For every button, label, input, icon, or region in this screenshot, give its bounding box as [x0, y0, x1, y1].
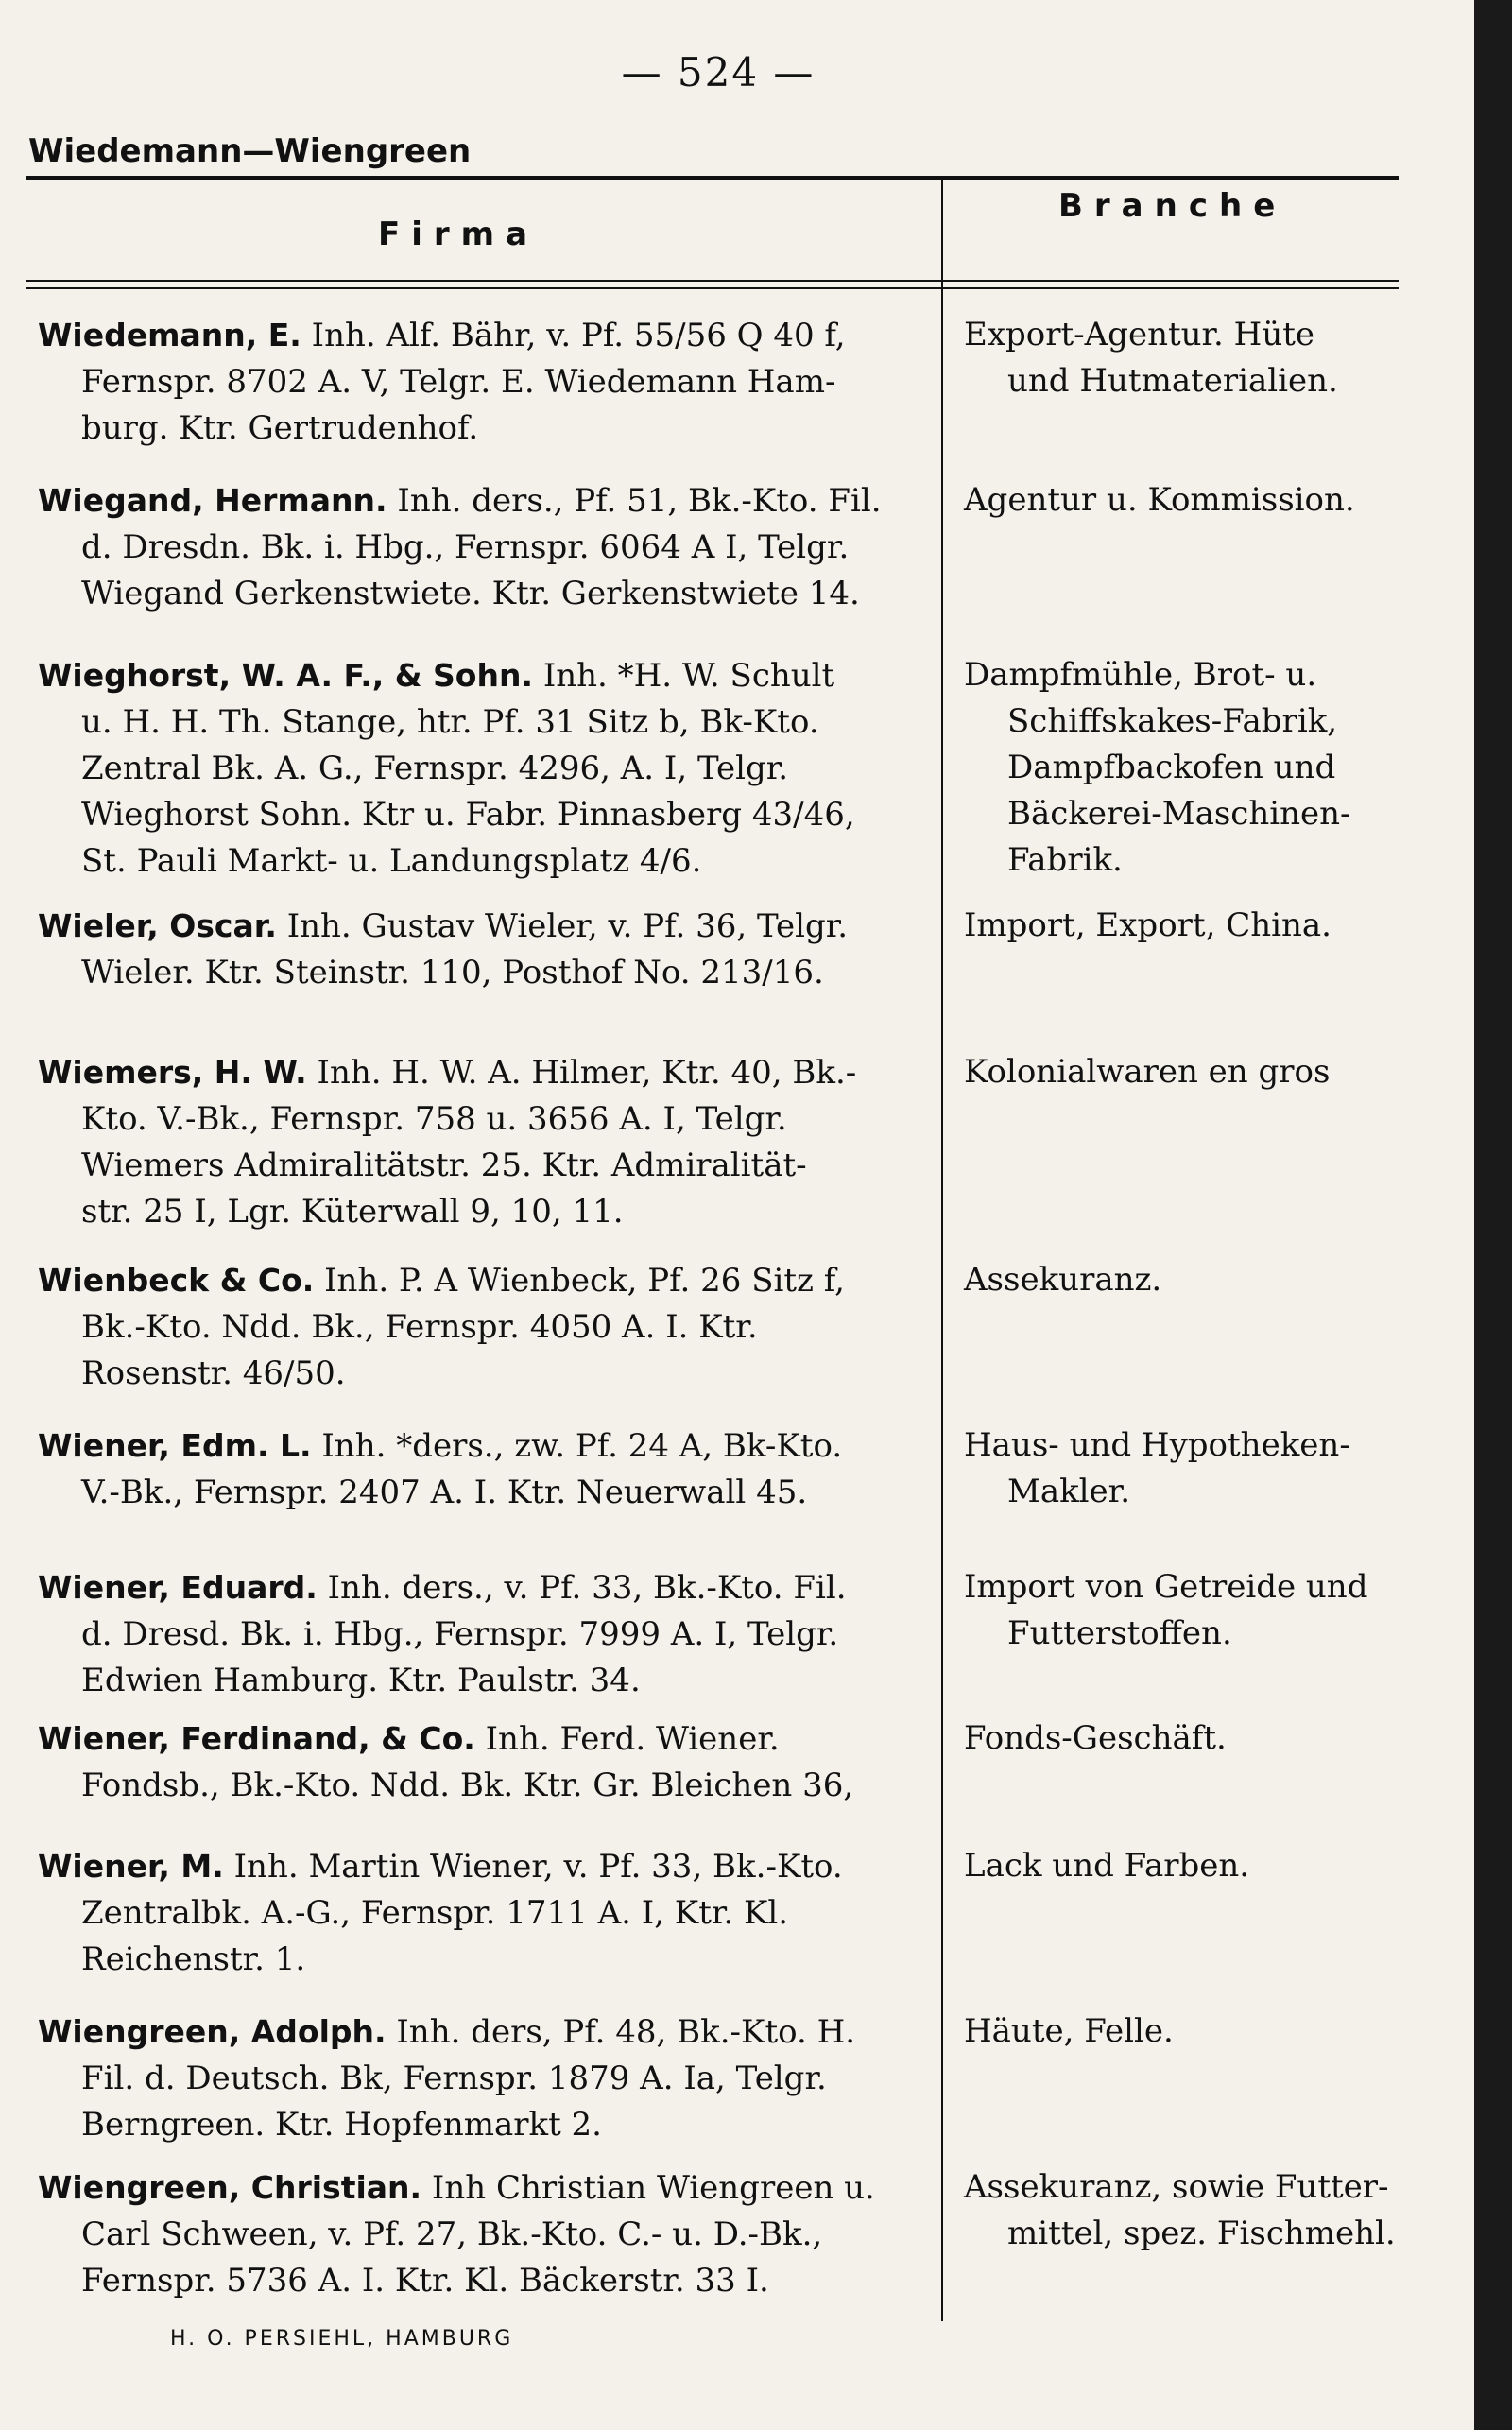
firm-first-line — [38, 2008, 945, 2056]
firm-detail-text: Zentralbk. A.-G., Fernspr. 1711 A. I, Ktr. Kl. — [81, 1894, 789, 1932]
firm-entry — [38, 652, 945, 885]
branch-line: Fonds-Geschäft. — [964, 1719, 1227, 1757]
branch-entry — [964, 2008, 1455, 2055]
firm-detail-text: Wiemers Admiralitätstr. 25. Ktr. Admiralität- — [81, 1146, 807, 1184]
branch-line: Schiffskakes-Fabrik, — [1007, 702, 1338, 740]
branch-line: Agentur u. Kommission. — [964, 481, 1355, 519]
firm-detail-text: Inh. Gustav Wieler, v. Pf. 36, Telgr. — [286, 907, 849, 945]
firm-detail-text: Inh. Martin Wiener, v. Pf. 33, Bk.-Kto. — [233, 1848, 843, 1886]
running-head: Wiedemann—Wiengreen — [28, 132, 472, 170]
firm-detail-text: str. 25 I, Lgr. Küterwall 9, 10, 11. — [81, 1193, 624, 1231]
firm-entry — [38, 1257, 945, 1397]
firm-entry — [38, 2164, 945, 2304]
firm-detail-text: Wiegand Gerkenstwiete. Ktr. Gerkenstwiete 14. — [81, 575, 860, 612]
firm-continuation-line — [38, 571, 945, 617]
firm-name: Wieler, Oscar. — [38, 907, 277, 944]
firm-first-line — [38, 903, 945, 950]
firm-detail-text: d. Dresdn. Bk. i. Hbg., Fernspr. 6064 A I, Telgr. — [81, 528, 850, 566]
firm-first-line — [38, 1257, 945, 1304]
firm-detail-text: d. Dresd. Bk. i. Hbg., Fernspr. 7999 A. I, Telgr. — [81, 1615, 839, 1653]
branch-line: Dampfmühle, Brot- u. — [964, 656, 1317, 694]
page-number: — 524 — — [621, 49, 816, 95]
firm-entry — [38, 1422, 945, 1516]
firm-continuation-line — [38, 1143, 945, 1189]
firm-detail-text: Wieghorst Sohn. Ktr u. Fabr. Pinnasberg 43/46, — [81, 796, 855, 834]
firm-continuation-line — [38, 792, 945, 838]
branch-line: Haus- und Hypotheken- — [964, 1426, 1350, 1464]
branch-line: Fabrik. — [1007, 841, 1123, 879]
firm-name: Wiener, Ferdinand, & Co. — [38, 1720, 475, 1757]
firm-name: Wienbeck & Co. — [38, 1262, 315, 1299]
firm-detail-text: Inh. Ferd. Wiener. — [485, 1720, 780, 1758]
branch-line: Assekuranz, sowie Futter- — [964, 2168, 1389, 2206]
branch-entry — [964, 312, 1455, 405]
branch-entry — [964, 652, 1455, 884]
firm-detail-text: Zentral Bk. A. G., Fernspr. 4296, A. I, Telgr. — [81, 750, 789, 787]
firm-continuation-line — [38, 2212, 945, 2258]
firm-entry — [38, 1049, 945, 1235]
column-header-branche: Branche — [1058, 187, 1287, 225]
firm-name: Wiengreen, Christian. — [38, 2169, 422, 2206]
branch-line: Lack und Farben. — [964, 1847, 1250, 1885]
branch-line: Makler. — [1007, 1473, 1131, 1510]
firm-name: Wiener, Edm. L. — [38, 1427, 312, 1464]
branch-entry — [964, 2164, 1455, 2257]
firm-name: Wiemers, H. W. — [38, 1054, 307, 1091]
firm-detail-text: Inh. ders, Pf. 48, Bk.-Kto. H. — [396, 2013, 856, 2051]
firm-name: Wiegand, Hermann. — [38, 482, 387, 519]
firm-detail-text: V.-Bk., Fernspr. 2407 A. I. Ktr. Neuerwall 45. — [81, 1474, 808, 1511]
firm-continuation-line — [38, 1937, 945, 1983]
firm-entry — [38, 1564, 945, 1704]
firm-detail-text: Bk.-Kto. Ndd. Bk., Fernspr. 4050 A. I. Ktr. — [81, 1308, 758, 1346]
firm-entry — [38, 1843, 945, 1983]
firm-detail-text: Inh. ders., v. Pf. 33, Bk.-Kto. Fil. — [327, 1569, 847, 1607]
firm-first-line — [38, 2164, 945, 2212]
header-rule-2 — [26, 287, 1399, 289]
firm-first-line — [38, 1564, 945, 1611]
firm-detail-text: Inh. ders., Pf. 51, Bk.-Kto. Fil. — [397, 482, 882, 520]
firm-detail-text: Fernspr. 5736 A. I. Ktr. Kl. Bäckerstr. 33 I. — [81, 2262, 769, 2300]
firm-continuation-line — [38, 1304, 945, 1351]
branch-line: und Hutmaterialien. — [1007, 362, 1338, 400]
firm-detail-text: Wieler. Ktr. Steinstr. 110, Posthof No. 213/16. — [81, 954, 824, 991]
branch-line: Import, Export, China. — [964, 906, 1332, 944]
firm-continuation-line — [38, 1763, 945, 1809]
branch-entry — [964, 1257, 1455, 1303]
branch-line: Assekuranz. — [964, 1261, 1162, 1299]
firm-continuation-line — [38, 1890, 945, 1937]
firm-continuation-line — [38, 746, 945, 792]
firm-continuation-line — [38, 1189, 945, 1235]
branch-line: Import von Getreide und — [964, 1568, 1368, 1606]
firm-detail-text: St. Pauli Markt- u. Landungsplatz 4/6. — [81, 842, 702, 880]
firm-detail-text: Inh. H. W. A. Hilmer, Ktr. 40, Bk.- — [317, 1054, 857, 1092]
printer-imprint: H. O. PERSIEHL, HAMBURG — [170, 2327, 514, 2351]
firm-detail-text: Carl Schween, v. Pf. 27, Bk.-Kto. C.- u. D.-Bk., — [81, 2215, 823, 2253]
firm-entry — [38, 477, 945, 617]
firm-detail-text: Inh. P. A Wienbeck, Pf. 26 Sitz f, — [324, 1262, 845, 1300]
firm-first-line — [38, 1049, 945, 1096]
firm-detail-text: Inh. *H. W. Schult — [542, 657, 835, 695]
top-rule — [26, 176, 1399, 180]
firm-detail-text: Edwien Hamburg. Ktr. Paulstr. 34. — [81, 1662, 641, 1699]
firm-detail-text: Inh. *ders., zw. Pf. 24 A, Bk-Kto. — [321, 1427, 843, 1465]
book-spine-shadow — [1474, 0, 1512, 2430]
branch-line: Kolonialwaren en gros — [964, 1053, 1331, 1091]
header-rule-1 — [26, 280, 1399, 282]
firm-continuation-line — [38, 1470, 945, 1516]
firm-detail-text: Rosenstr. 46/50. — [81, 1354, 346, 1392]
firm-detail-text: Berngreen. Ktr. Hopfenmarkt 2. — [81, 2106, 602, 2144]
firm-continuation-line — [38, 1611, 945, 1658]
firm-continuation-line — [38, 1351, 945, 1397]
firm-continuation-line — [38, 699, 945, 746]
branch-entry — [964, 1843, 1455, 1889]
firm-detail-text: Kto. V.-Bk., Fernspr. 758 u. 3656 A. I, Telgr. — [81, 1100, 787, 1138]
branch-line: mittel, spez. Fischmehl. — [1007, 2215, 1396, 2252]
firm-detail-text: Fil. d. Deutsch. Bk, Fernspr. 1879 A. Ia, Telgr. — [81, 2059, 827, 2097]
branch-entry — [964, 1049, 1455, 1095]
firm-first-line — [38, 312, 945, 359]
firm-name: Wiener, M. — [38, 1848, 224, 1885]
firm-entry — [38, 2008, 945, 2148]
firm-detail-text: Reichenstr. 1. — [81, 1940, 306, 1978]
firm-entry — [38, 312, 945, 452]
firm-continuation-line — [38, 2258, 945, 2304]
column-header-firma: Firma — [378, 215, 540, 253]
firm-continuation-line — [38, 405, 945, 452]
firm-detail-text: Inh Christian Wiengreen u. — [431, 2169, 875, 2207]
firm-continuation-line — [38, 2056, 945, 2102]
firm-entry — [38, 1715, 945, 1809]
branch-entry — [964, 1422, 1455, 1515]
branch-line: Häute, Felle. — [964, 2012, 1174, 2050]
firm-continuation-line — [38, 838, 945, 885]
firm-name: Wiengreen, Adolph. — [38, 2013, 387, 2050]
branch-entry — [964, 903, 1455, 949]
firm-first-line — [38, 477, 945, 525]
branch-entry — [964, 1715, 1455, 1762]
branch-line: Bäckerei-Maschinen- — [1007, 795, 1351, 833]
branch-line: Export-Agentur. Hüte — [964, 316, 1314, 353]
firm-name: Wiener, Eduard. — [38, 1569, 318, 1606]
firm-continuation-line — [38, 525, 945, 571]
firm-name: Wiedemann, E. — [38, 317, 301, 353]
firm-first-line — [38, 1843, 945, 1890]
firm-continuation-line — [38, 2102, 945, 2148]
firm-detail-text: Fondsb., Bk.-Kto. Ndd. Bk. Ktr. Gr. Bleichen 36, — [81, 1766, 854, 1804]
firm-continuation-line — [38, 950, 945, 996]
firm-entry — [38, 903, 945, 996]
branch-line: Futterstoffen. — [1007, 1614, 1232, 1652]
branch-entry — [964, 1564, 1455, 1657]
firm-detail-text: Inh. Alf. Bähr, v. Pf. 55/56 Q 40 f, — [311, 317, 846, 354]
firm-detail-text: u. H. H. Th. Stange, htr. Pf. 31 Sitz b, Bk-Kto. — [81, 703, 819, 741]
firm-detail-text: Fernspr. 8702 A. V, Telgr. E. Wiedemann Ham- — [81, 363, 836, 401]
firm-continuation-line — [38, 1658, 945, 1704]
firm-first-line — [38, 1715, 945, 1763]
branch-entry — [964, 477, 1455, 524]
firm-first-line — [38, 1422, 945, 1470]
firm-detail-text: burg. Ktr. Gertrudenhof. — [81, 409, 479, 447]
firm-continuation-line — [38, 359, 945, 405]
firm-first-line — [38, 652, 945, 699]
branch-line: Dampfbackofen und — [1007, 749, 1336, 786]
firm-name: Wieghorst, W. A. F., & Sohn. — [38, 657, 533, 694]
firm-continuation-line — [38, 1096, 945, 1143]
